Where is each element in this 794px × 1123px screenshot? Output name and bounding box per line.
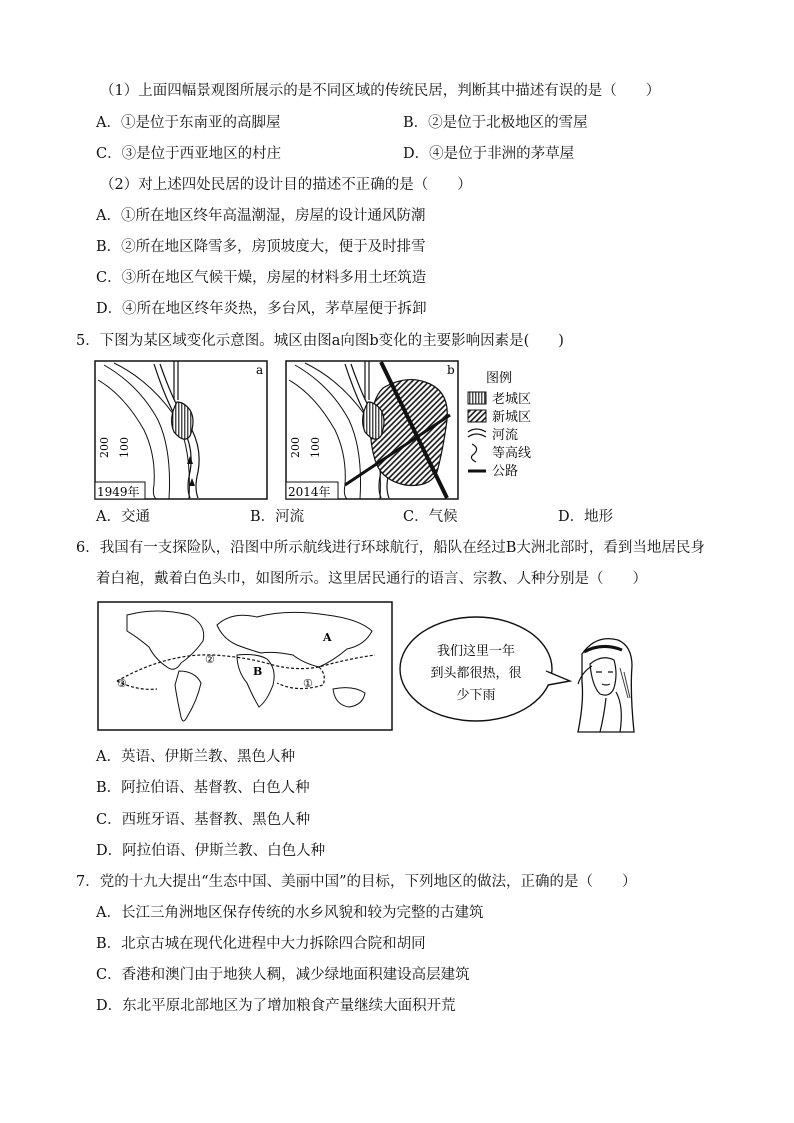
q4-sub2-option-a[interactable]: A．①所在地区终年高温潮湿，房屋的设计通风防潮 — [96, 208, 426, 224]
q5-map-a — [94, 360, 268, 500]
legend-road: 公路 — [492, 464, 519, 479]
q6-world-map — [97, 601, 393, 731]
q7-option-a[interactable]: A．长江三角洲地区保存传统的水乡风貌和较为完整的古建筑 — [96, 905, 484, 921]
q5-legend — [466, 368, 566, 486]
map-a-contour-200: 200 — [98, 437, 111, 458]
q6-option-b[interactable]: B．阿拉伯语、基督教、白色人种 — [96, 780, 310, 796]
q4-sub1-option-b[interactable]: B．②是位于北极地区的雪屋 — [403, 115, 588, 131]
q6-speech-bubble — [396, 611, 572, 727]
q5-option-c[interactable]: C．气候 — [403, 509, 458, 525]
q6-stem-line2: 着白袍，戴着白色头巾，如图所示。这里居民通行的语言、宗教、人种分别是（ ） — [96, 571, 647, 587]
q6-option-c[interactable]: C．西班牙语、基督教、黑色人种 — [96, 812, 311, 828]
map-label-circle-1: ① — [303, 677, 313, 690]
q4-sub2-option-d[interactable]: D．④所在地区终年炎热，多台风，茅草屋便于拆卸 — [96, 301, 427, 317]
legend-contour: 等高线 — [492, 446, 532, 461]
q6-option-a[interactable]: A．英语、伊斯兰教、黑色人种 — [96, 749, 295, 765]
q5-map-b — [285, 360, 459, 500]
map-b-label: b — [447, 363, 455, 377]
speech-line-2: 到头都很热，很 — [430, 666, 522, 681]
map-a-label: a — [256, 363, 264, 377]
q4-sub1-stem: （1）上面四幅景观图所展示的是不同区域的传统民居，判断其中描述有误的是（ ） — [100, 83, 661, 99]
legend-title: 图例 — [486, 371, 513, 386]
q6-stem-line1: 6．我国有一支探险队，沿图中所示航线进行环球航行，船队在经过B大洲北部时，看到当地居民身 — [76, 540, 705, 556]
q7-option-b[interactable]: B．北京古城在现代化进程中大力拆除四合院和胡同 — [96, 936, 426, 952]
q6-person-illustration — [570, 632, 636, 734]
speech-line-3: 少下雨 — [456, 688, 496, 703]
q4-sub1-option-a[interactable]: A．①是位于东南亚的高脚屋 — [96, 115, 281, 131]
q7-option-d[interactable]: D．东北平原北部地区为了增加粮食产量继续大面积开荒 — [96, 998, 456, 1014]
q5-option-b[interactable]: B．河流 — [250, 509, 305, 525]
q7-option-c[interactable]: C．香港和澳门由于地狭人稠，减少绿地面积建设高层建筑 — [96, 967, 470, 983]
map-a-contour-100: 100 — [118, 437, 131, 458]
map-label-circle-2: ② — [205, 653, 215, 666]
q7-stem: 7．党的十九大提出“生态中国、美丽中国”的目标，下列地区的做法，正确的是（ ） — [76, 874, 637, 890]
q5-option-d[interactable]: D．地形 — [558, 509, 614, 525]
legend-river-icon — [468, 429, 486, 437]
q4-sub2-option-b[interactable]: B．②所在地区降雪多，房顶坡度大，便于及时排雪 — [96, 239, 426, 255]
q4-sub1-option-c[interactable]: C．③是位于西亚地区的村庄 — [96, 146, 282, 162]
q5-option-a[interactable]: A．交通 — [96, 509, 150, 525]
map-label-circle-3: ③ — [117, 677, 127, 690]
q4-sub1-option-d[interactable]: D．④是位于非洲的茅草屋 — [403, 146, 575, 162]
legend-contour-icon — [471, 444, 476, 462]
speech-line-1: 我们这里一年 — [436, 644, 516, 659]
legend-river: 河流 — [492, 428, 519, 443]
legend-old-city: 老城区 — [492, 392, 532, 407]
map-b-contour-100: 100 — [309, 437, 322, 458]
map-label-a: A — [323, 631, 332, 644]
q4-sub2-option-c[interactable]: C．③所在地区气候干燥，房屋的材料多用土坯筑造 — [96, 270, 427, 286]
map-b-year: 2014年 — [288, 485, 331, 499]
legend-old-city-swatch — [468, 392, 486, 404]
q6-option-d[interactable]: D．阿拉伯语、伊斯兰教、白色人种 — [96, 843, 326, 859]
legend-new-city-swatch — [468, 410, 486, 422]
q4-sub2-stem: （2）对上述四处民居的设计目的描述不正确的是（ ） — [100, 177, 472, 193]
map-b-contour-200: 200 — [289, 437, 302, 458]
map-a-year: 1949年 — [97, 485, 140, 499]
map-label-b: B — [253, 665, 263, 678]
legend-new-city: 新城区 — [492, 410, 532, 425]
q5-stem: 5．下图为某区域变化示意图。城区由图a向图b变化的主要影响因素是( ) — [76, 333, 564, 349]
